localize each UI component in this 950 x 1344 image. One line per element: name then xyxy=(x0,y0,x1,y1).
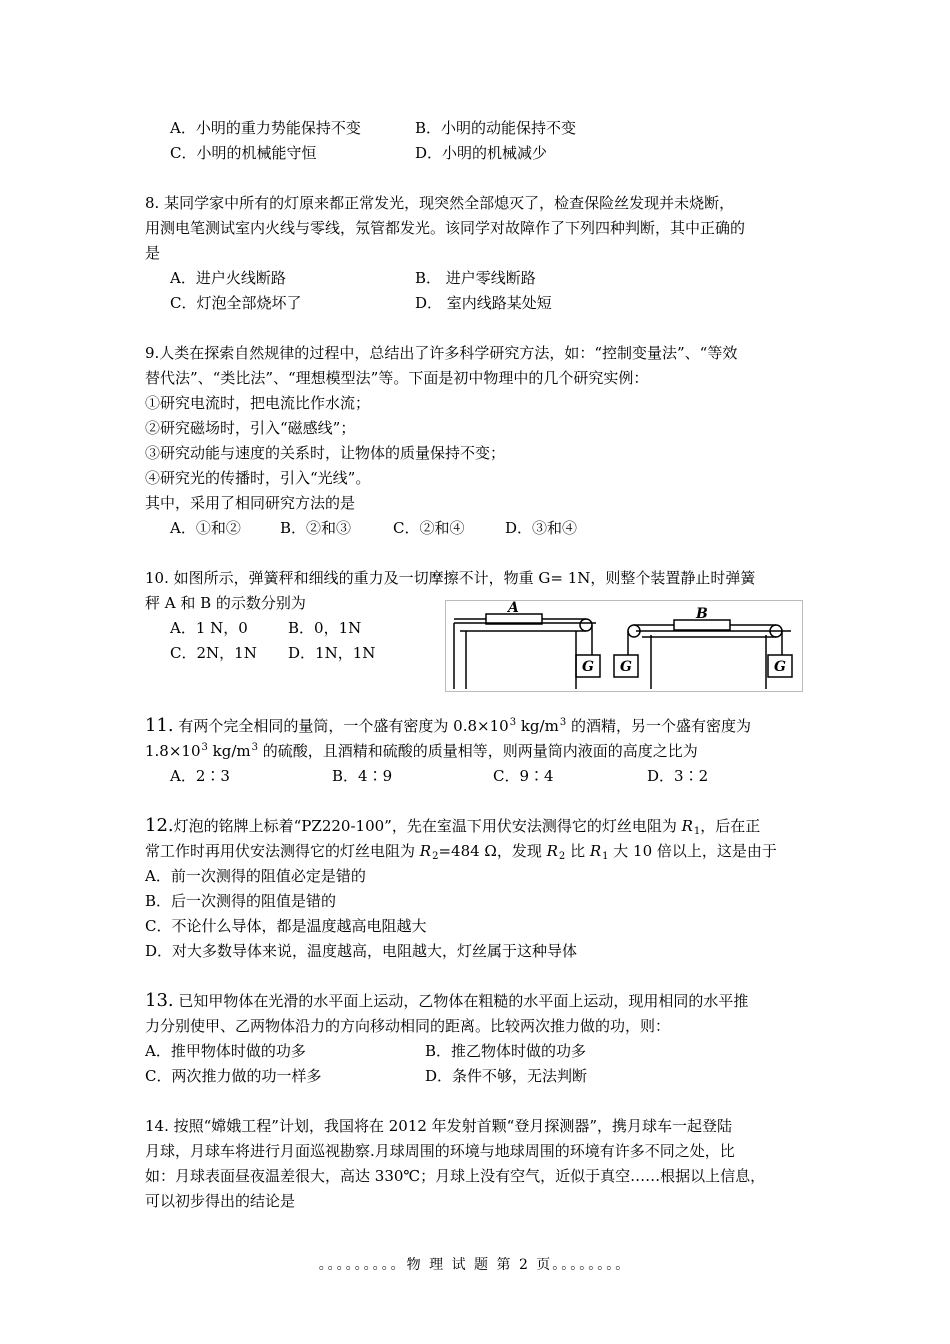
page-footer: 。。。。。。。。。物 理 试 题 第 2 页。。。。。。。。 xyxy=(318,1257,632,1273)
q7-option-a: A．小明的重力势能保持不变 xyxy=(170,119,361,137)
q14-stem-line-4: 可以初步得出的结论是 xyxy=(145,1192,296,1210)
q12-text-2b: =484 Ω，发现 xyxy=(438,842,547,860)
q9-example-2: ②研究磁场时，引入“磁感线”； xyxy=(145,419,356,437)
q12-stem-line-2 xyxy=(145,841,777,864)
q13-option-c: C．两次推力做的功一样多 xyxy=(145,1067,322,1085)
q11-exp-1: 3 xyxy=(509,717,517,728)
spring-scale-figure xyxy=(445,600,803,692)
q12-r-symbol-2: R xyxy=(419,842,432,860)
q11-unit-2: kg/m xyxy=(207,742,251,760)
q13-stem-line-2: 力分别使甲、乙两物体沿力的方向移动相同的距离。比较两次推力做的功，则： xyxy=(145,1017,671,1035)
q8-option-c: C．灯泡全部烧坏了 xyxy=(170,294,302,312)
q9-example-4: ④研究光的传播时，引入“光线”。 xyxy=(145,469,371,487)
q12-option-a: A．前一次测得的阻值必定是错的 xyxy=(145,867,366,885)
q10-option-d: D．1N，1N xyxy=(288,644,376,662)
q12-sub-4: 1 xyxy=(602,851,609,862)
q11-option-c: C．9∶4 xyxy=(493,767,554,785)
q7-option-b: B．小明的动能保持不变 xyxy=(415,119,577,137)
q12-text-2d: 大 10 倍以上，这是由于 xyxy=(608,842,777,860)
weight-label-2: G xyxy=(620,659,632,675)
q13-option-a: A．推甲物体时做的功多 xyxy=(145,1042,306,1060)
q9-example-1: ①研究电流时，把电流比作水流； xyxy=(145,394,371,412)
q13-stem-line-1 xyxy=(145,991,748,1011)
q13-number: 13. xyxy=(145,990,174,1011)
q8-stem-line-3: 是 xyxy=(145,244,161,262)
q12-r-symbol-1: R xyxy=(681,817,693,835)
q11-option-a: A．2∶3 xyxy=(170,767,230,785)
q11-exp-4: 3 xyxy=(251,742,259,753)
weight-label-3: G xyxy=(774,659,786,675)
q11-stem-line-2 xyxy=(145,741,698,764)
spring-scale-diagram xyxy=(446,601,802,691)
q8-stem-line-1: 8. 某同学家中所有的灯原来都正常发光，现突然全部熄灭了，检查保险丝发现并未烧断， xyxy=(145,194,735,212)
q11-exp-3: 3 xyxy=(201,742,208,753)
q9-option-b: B．②和③ xyxy=(280,519,352,537)
q14-stem-line-1: 14. 按照“嫦娥工程”计划，我国将在 2012 年发射首颗“登月探测器”，携月球车一起登陆 xyxy=(145,1117,733,1135)
q13-option-d: D．条件不够，无法判断 xyxy=(425,1067,588,1085)
q9-stem-line-3: 其中，采用了相同研究方法的是 xyxy=(145,494,356,512)
q11-text-2a: 1.8×10 xyxy=(145,742,201,760)
q11-text-2e: 的硫酸，且酒精和硫酸的质量相等，则两量筒内液面的高度之比为 xyxy=(258,742,698,760)
q11-option-d: D．3∶2 xyxy=(647,767,709,785)
q8-option-a: A．进户火线断路 xyxy=(170,269,286,287)
q9-stem-line-2: 替代法”、“类比法”、“理想模型法”等。下面是初中物理中的几个研究实例： xyxy=(145,369,649,387)
q10-option-b: B．0，1N xyxy=(288,619,362,637)
q9-option-c: C．②和④ xyxy=(393,519,465,537)
weight-label-1: G xyxy=(582,659,594,675)
q12-option-d: D．对大多数导体来说，温度越高，电阻越大，灯丝属于这种导体 xyxy=(145,942,578,960)
q7-option-c: C．小明的机械能守恒 xyxy=(170,144,317,162)
q10-option-c: C．2N，1N xyxy=(170,644,257,662)
q11-text-1e: 的酒精，另一个盛有密度为 xyxy=(566,717,751,735)
q12-stem-line-1 xyxy=(145,816,760,839)
left-pulley xyxy=(580,619,592,631)
q11-option-b: B．4∶9 xyxy=(332,767,393,785)
q10-option-a: A．1 N，0 xyxy=(170,619,248,637)
q9-option-d: D．③和④ xyxy=(505,519,578,537)
q9-stem-line-1: 9.人类在探索自然规律的过程中，总结出了许多科学研究方法，如：“控制变量法”、“等效 xyxy=(145,344,738,362)
q10-stem-line-2: 秤 A 和 B 的示数分别为 xyxy=(145,594,306,612)
q12-sub-3: 2 xyxy=(558,851,566,862)
q12-text-2a: 常工作时再用伏安法测得它的灯丝电阻为 xyxy=(145,842,420,860)
q12-option-c: C．不论什么导体，都是温度越高电阻越大 xyxy=(145,917,427,935)
q9-option-a: A．①和② xyxy=(170,519,241,537)
label-a: A xyxy=(508,601,519,616)
q12-option-b: B．后一次测得的阻值是错的 xyxy=(145,892,337,910)
q12-number: 12. xyxy=(145,815,174,836)
q7-option-d: D．小明的机械减少 xyxy=(415,144,548,162)
q12-r-symbol-4: R xyxy=(589,842,602,860)
label-b: B xyxy=(696,606,708,622)
q14-stem-line-3: 如：月球表面昼夜温差很大，高达 330℃；月球上没有空气，近似于真空……根据以上信息， xyxy=(145,1167,766,1185)
q11-text-1a: 有两个完全相同的量筒，一个盛有密度为 0.8×10 xyxy=(173,717,509,735)
q8-option-b: B． 进户零线断路 xyxy=(415,269,536,287)
q12-text-2c: 比 xyxy=(565,842,590,860)
q12-sub-1: 1 xyxy=(693,826,701,837)
q10-stem-line-1: 10. 如图所示，弹簧秤和细线的重力及一切摩擦不计，物重 G= 1N，则整个装置静止时弹簧 xyxy=(145,569,756,587)
q11-unit-1: kg/m xyxy=(516,717,559,735)
q13-option-b: B．推乙物体时做的功多 xyxy=(425,1042,587,1060)
q11-stem-line-1 xyxy=(145,716,751,739)
q11-exp-2: 3 xyxy=(559,717,567,728)
q8-option-d: D． 室内线路某处短 xyxy=(415,294,552,312)
q9-example-3: ③研究动能与速度的关系时，让物体的质量保持不变； xyxy=(145,444,506,462)
q13-text-1: 已知甲物体在光滑的水平面上运动，乙物体在粗糙的水平面上运动，现用相同的水平推 xyxy=(173,992,749,1010)
q8-stem-line-2: 用测电笔测试室内火线与零线，氖管都发光。该同学对故障作了下列四种判断，其中正确的 xyxy=(145,219,746,237)
q14-stem-line-2: 月球，月球车将进行月面巡视勘察.月球周围的环境与地球周围的环境有许多不同之处，比 xyxy=(145,1142,735,1160)
q12-text-1b: ，后在正 xyxy=(700,817,761,835)
q12-r-symbol-3: R xyxy=(546,842,558,860)
q12-sub-2: 2 xyxy=(432,851,439,862)
q12-text-1a: 灯泡的铭牌上标着“PZ220-100”，先在室温下用伏安法测得它的灯丝电阻为 xyxy=(173,817,682,835)
q11-number: 11. xyxy=(145,715,174,736)
